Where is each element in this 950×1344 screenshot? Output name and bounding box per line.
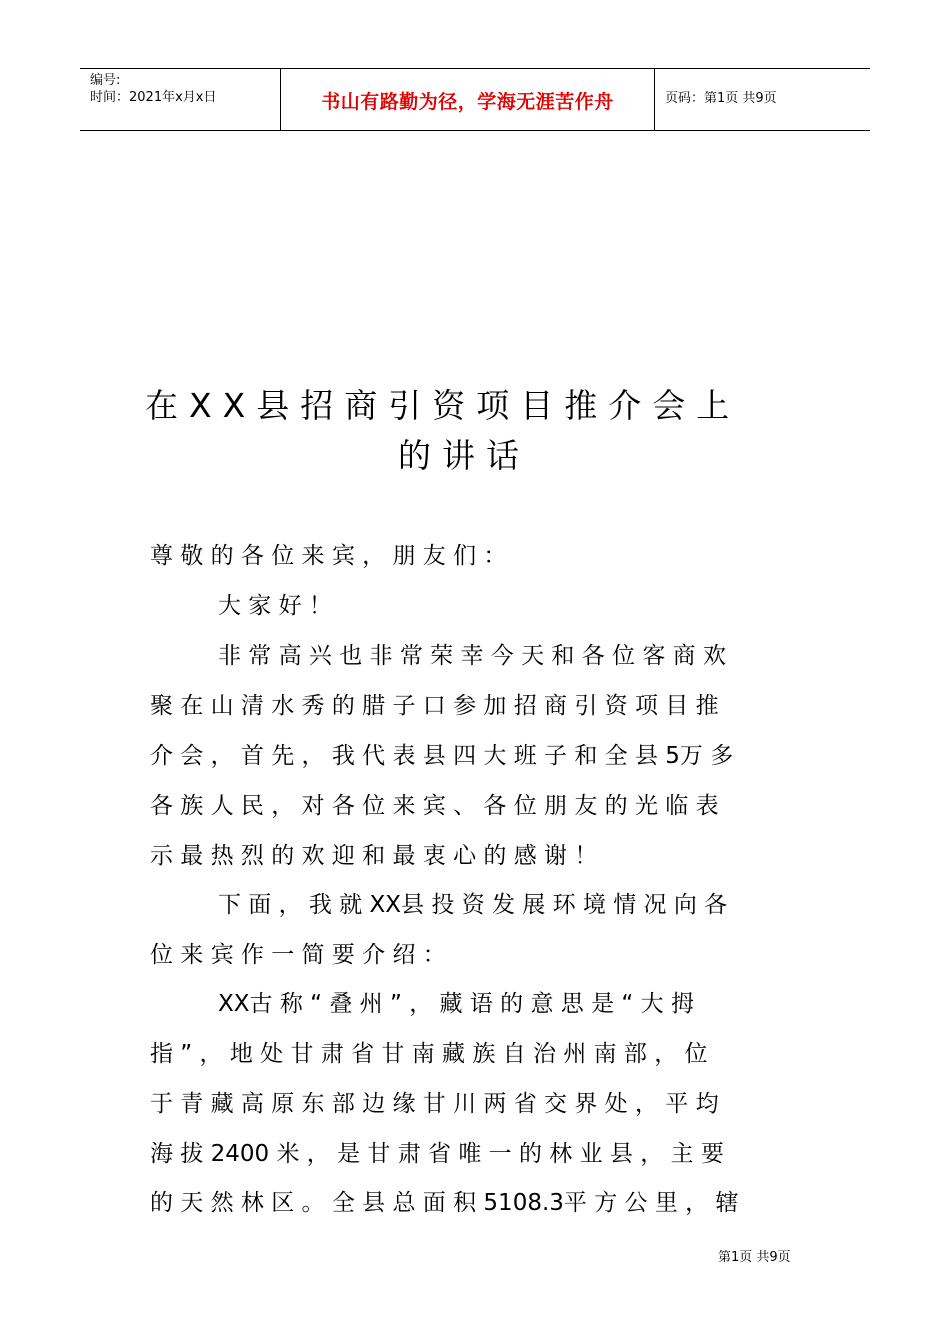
body-line: 于 青 藏 高 原 东 部 边 缘 甘 川 两 省 交 界 处 ， 平 均 [150, 1091, 719, 1117]
body-line: 聚 在 山 清 水 秀 的 腊 子 口 参 加 招 商 引 资 项 目 推 [150, 693, 719, 719]
header-meta-cell [80, 69, 281, 130]
footer-page-info: 第1页 共9页 [718, 1250, 791, 1265]
body-line: 的 天 然 林 区 。 全 县 总 面 积 5108.3平 方 公 里 ， 辖 [150, 1190, 739, 1216]
body-line: 位 来 宾 作 一 简 要 介 绍 ： [150, 942, 446, 968]
serial-label: 编号: [90, 73, 121, 88]
header-motto-cell [281, 69, 655, 130]
salutation: 尊 敬 的 各 位 来 宾 ， 朋 友 们 ： [150, 543, 507, 569]
body-line: 各 族 人 民 ， 对 各 位 来 宾 、 各 位 朋 友 的 光 临 表 [150, 793, 719, 819]
body-line: 非 常 高 兴 也 非 常 荣 幸 今 天 和 各 位 客 商 欢 [218, 643, 726, 669]
body-line: 指 ” ， 地 处 甘 肃 省 甘 南 藏 族 自 治 州 南 部 ， 位 [150, 1041, 708, 1067]
document-title-line-2: 的讲话 [398, 436, 530, 475]
page-header [80, 68, 870, 131]
body-line: XX古 称 “ 叠 州 ” ， 藏 语 的 意 思 是 “ 大 拇 [218, 991, 694, 1017]
body-line: 介 会 ， 首 先 ， 我 代 表 县 四 大 班 子 和 全 县 5万 多 [150, 743, 734, 769]
header-page-cell [655, 69, 870, 130]
date-label: 时间：2021年x月x日 [90, 90, 217, 105]
body-line: 大 家 好 ！ [218, 593, 332, 619]
header-page-info: 页码：第1页 共9页 [665, 91, 777, 106]
body-line: 下 面 ， 我 就 XX县 投 资 发 展 环 境 情 况 向 各 [218, 892, 728, 918]
body-line: 海 拔 2400 米 ， 是 甘 肃 省 唯 一 的 林 业 县 ， 主 要 [150, 1141, 724, 1167]
motto: 书山有路勤为径，学海无涯苦作舟 [321, 91, 614, 113]
document-title-line-1: 在XX县招商引资项目推介会上 [145, 386, 741, 425]
body-line: 示 最 热 烈 的 欢 迎 和 最 衷 心 的 感 谢 ！ [150, 843, 598, 869]
